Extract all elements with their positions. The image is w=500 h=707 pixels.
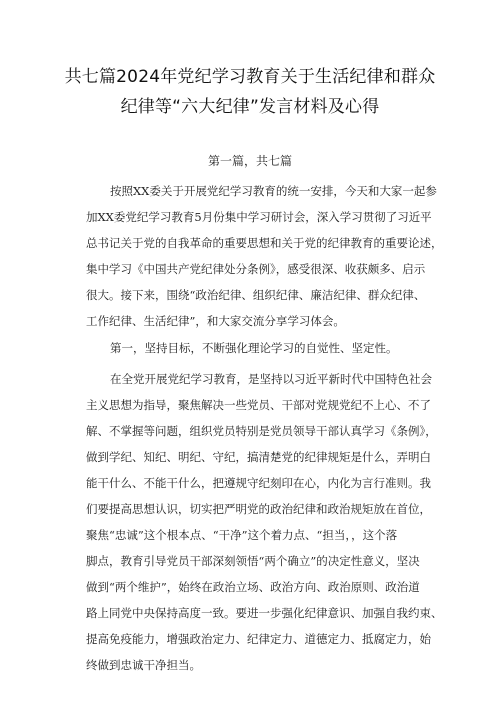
paragraph-3-line: 主义思想为指导，聚焦解决一些党员、干部对党规党纪不上心、不了 xyxy=(86,398,431,412)
paragraph-3-line: 终做到忠诚干净担当。 xyxy=(86,658,201,672)
paragraph-3-line: 做到学纪、知纪、明纪、守纪，搞清楚党的纪律规矩是什么，弄明白 xyxy=(86,450,431,464)
paragraph-3-line: 脚点，教育引导党员干部深刻领悟“两个确立”的决定性意义，坚决 xyxy=(86,554,420,568)
section-heading-1: 第一，坚持目标，不断强化理论学习的自觉性、坚定性。 xyxy=(110,341,398,355)
paragraph-1-line: 很大。接下来，围绕“政治纪律、组织纪律、廉洁纪律、群众纪律、 xyxy=(86,288,426,302)
paragraph-3-line: 解、不掌握等问题，组织党员特别是党员领导干部认真学习《条例》， xyxy=(86,424,437,438)
paragraph-3-line: 在全党开展党纪学习教育，是坚持以习近平新时代中国特色社会 xyxy=(110,372,432,386)
paragraph-3-line: 路上同党中央保持高度一致。要进一步强化纪律意识、加强自我约束、 xyxy=(86,606,443,620)
document-title-line-2: 纪律等“六大纪律”发言材料及心得 xyxy=(120,97,380,117)
paragraph-1-line: 按照XX委关于开展党纪学习教育的统一安排，今天和大家一起参 xyxy=(110,184,437,198)
paragraph-3-line: 们要提高思想认识，切实把严明党的政治纪律和政治规矩放在首位， xyxy=(86,502,431,516)
paragraph-3-line: 能干什么、不能干什么，把遵规守纪刻印在心，内化为言行准则。我 xyxy=(86,476,431,490)
paragraph-3-line: 提高免疫能力，增强政治定力、纪律定力、道德定力、抵腐定力，始 xyxy=(86,632,431,646)
paragraph-3-line: 聚焦“忠诚”这个根本点、“干净”这个着力点、“担当，，这个落 xyxy=(86,528,398,542)
paragraph-3-line: 做到“两个维护”，始终在政治立场、政治方向、政治原则、政治道 xyxy=(86,580,420,594)
paragraph-1-line: 总书记关于党的自我革命的重要思想和关于党的纪律教育的重要论述， xyxy=(86,236,443,250)
paragraph-1-line: 工作纪律、生活纪律”，和大家交流分享学习体会。 xyxy=(86,314,345,328)
paragraph-1-line: 集中学习《中国共产党纪律处分条例》，感受很深、收获颇多、启示 xyxy=(86,262,426,276)
document-subtitle: 第一篇，共七篇 xyxy=(207,154,292,168)
document-title-line-1: 共七篇2024年党纪学习教育关于生活纪律和群众 xyxy=(64,67,436,87)
paragraph-1-line: 加XX委党纪学习教育5月份集中学习研讨会，深入学习贯彻了习近平 xyxy=(86,210,432,224)
